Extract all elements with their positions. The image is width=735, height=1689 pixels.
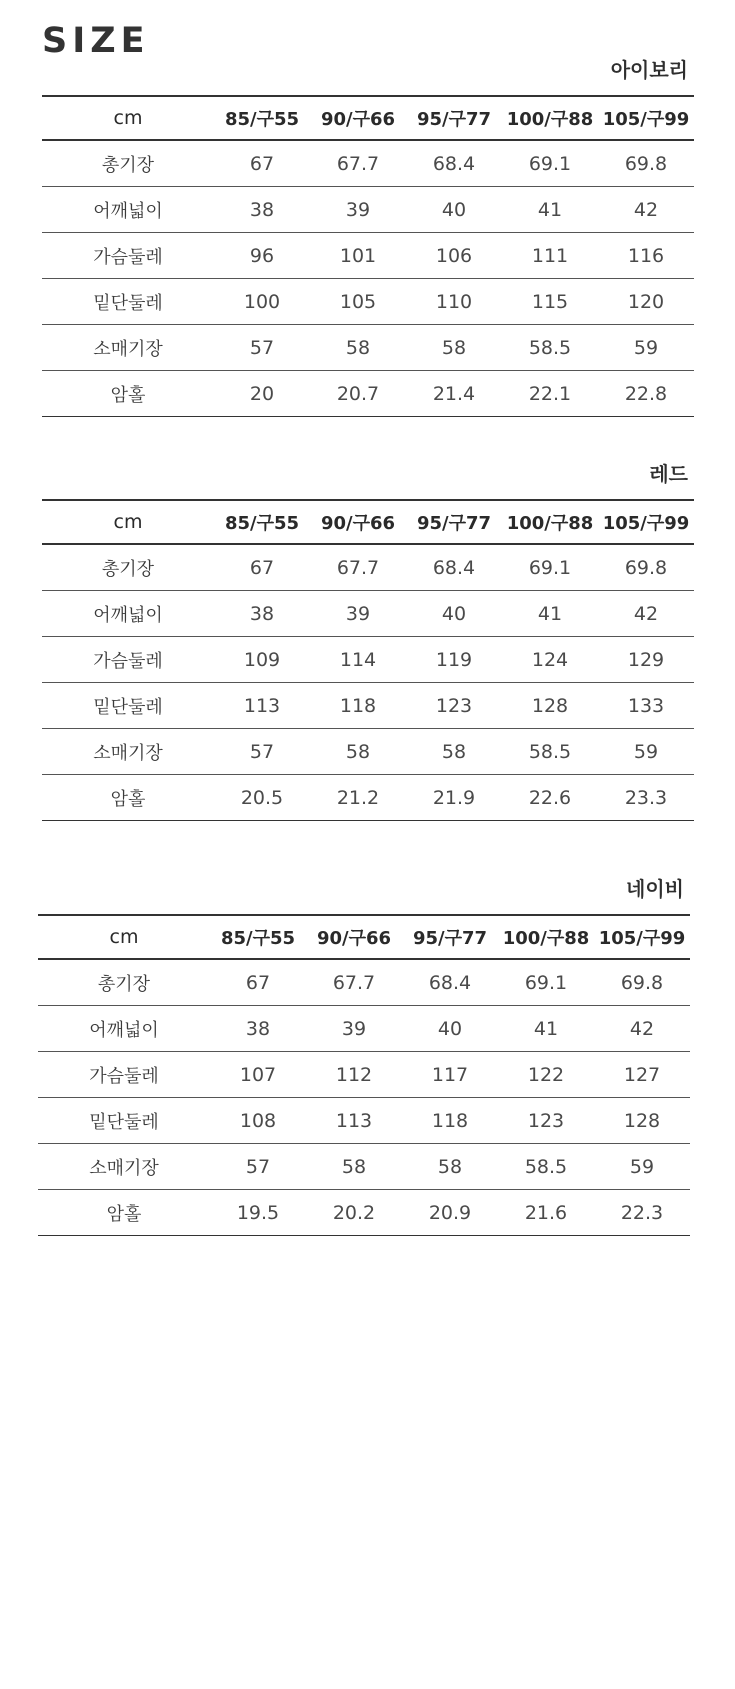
table-cell: 58	[341, 1155, 367, 1178]
measure-label: 총기장	[101, 558, 155, 580]
measure-label: 총기장	[101, 154, 155, 176]
table-cell: 110	[435, 290, 473, 313]
table-row	[42, 544, 694, 591]
table-cell: 118	[431, 1109, 469, 1132]
size-section-navy	[38, 874, 686, 1236]
table-cell: 123	[435, 694, 473, 717]
size-header: 100/구88	[502, 928, 590, 949]
table-cell: 69.1	[528, 556, 572, 579]
table-cell: 100	[243, 290, 281, 313]
table-cell: 68.4	[432, 556, 476, 579]
size-table	[38, 914, 690, 1236]
measure-label: 암홀	[110, 788, 146, 810]
measure-label: 밑단둘레	[89, 1111, 159, 1133]
table-cell: 40	[437, 1017, 463, 1040]
measure-label: 가슴둘레	[93, 650, 163, 672]
table-cell: 19.5	[236, 1201, 280, 1224]
table-row	[38, 1052, 690, 1098]
table-cell: 38	[249, 602, 275, 625]
size-section-red	[42, 459, 690, 821]
table-cell: 111	[531, 244, 569, 267]
table-cell: 113	[243, 694, 281, 717]
table-cell: 41	[533, 1017, 559, 1040]
size-header: 105/구99	[598, 928, 686, 949]
table-cell: 38	[249, 198, 275, 221]
table-cell: 22.6	[528, 786, 572, 809]
table-cell: 67	[249, 152, 275, 175]
table-cell: 123	[527, 1109, 565, 1132]
table-cell: 69.8	[624, 152, 668, 175]
table-cell: 67	[245, 971, 271, 994]
color-label: 아이보리	[610, 58, 688, 82]
size-header: 90/구66	[320, 109, 396, 130]
table-cell: 133	[627, 694, 665, 717]
table-cell: 117	[431, 1063, 469, 1086]
table-cell: 69.8	[624, 556, 668, 579]
table-cell: 128	[623, 1109, 661, 1132]
size-header: 100/구88	[506, 513, 594, 534]
table-cell: 21.9	[432, 786, 476, 809]
table-cell: 20.9	[428, 1201, 472, 1224]
size-section-ivory	[42, 55, 690, 417]
table-cell: 101	[339, 244, 377, 267]
table-cell: 22.3	[620, 1201, 664, 1224]
table-cell: 112	[335, 1063, 373, 1086]
measure-label: 소매기장	[89, 1157, 159, 1179]
table-row	[38, 1098, 690, 1144]
table-row	[42, 729, 694, 775]
table-cell: 127	[623, 1063, 661, 1086]
unit-header: cm	[113, 511, 143, 533]
table-cell: 58.5	[528, 740, 572, 763]
table-cell: 41	[537, 602, 563, 625]
table-cell: 39	[345, 198, 371, 221]
table-cell: 122	[527, 1063, 565, 1086]
table-cell: 40	[441, 198, 467, 221]
table-cell: 68.4	[428, 971, 472, 994]
size-header: 105/구99	[602, 513, 690, 534]
table-cell: 42	[633, 198, 659, 221]
size-header: 95/구77	[412, 928, 488, 949]
table-cell: 118	[339, 694, 377, 717]
table-row	[38, 959, 690, 1006]
measure-label: 가슴둘레	[89, 1065, 159, 1087]
size-header: 95/구77	[416, 109, 492, 130]
table-row	[42, 140, 694, 187]
table-cell: 59	[633, 336, 659, 359]
size-header: 95/구77	[416, 513, 492, 534]
color-label: 네이비	[626, 877, 684, 901]
table-row	[38, 1006, 690, 1052]
table-cell: 124	[531, 648, 569, 671]
size-header: 90/구66	[316, 928, 392, 949]
table-cell: 67.7	[336, 556, 380, 579]
measure-label: 밑단둘레	[93, 696, 163, 718]
table-cell: 115	[531, 290, 569, 313]
table-cell: 69.1	[528, 152, 572, 175]
measure-label: 암홀	[106, 1203, 142, 1225]
table-cell: 22.1	[528, 382, 572, 405]
table-cell: 106	[435, 244, 473, 267]
size-header: 85/구55	[224, 109, 300, 130]
table-cell: 67.7	[332, 971, 376, 994]
table-cell: 40	[441, 602, 467, 625]
table-cell: 58	[345, 336, 371, 359]
table-cell: 105	[339, 290, 377, 313]
table-cell: 41	[537, 198, 563, 221]
page-title: SIZE	[42, 21, 150, 61]
table-row	[42, 279, 694, 325]
table-cell: 58	[441, 336, 467, 359]
measure-label: 소매기장	[93, 338, 163, 360]
color-label: 레드	[649, 462, 688, 486]
table-cell: 119	[435, 648, 473, 671]
size-header: 100/구88	[506, 109, 594, 130]
table-cell: 116	[627, 244, 665, 267]
table-row	[42, 233, 694, 279]
measure-label: 어깨넓이	[89, 1019, 159, 1041]
measure-label: 암홀	[110, 384, 146, 406]
table-cell: 39	[345, 602, 371, 625]
measure-label: 총기장	[97, 973, 151, 995]
table-header-row	[42, 96, 694, 140]
table-cell: 109	[243, 648, 281, 671]
table-cell: 114	[339, 648, 377, 671]
table-cell: 108	[239, 1109, 277, 1132]
size-header: 85/구55	[224, 513, 300, 534]
table-cell: 59	[629, 1155, 655, 1178]
table-row	[42, 591, 694, 637]
table-cell: 20	[249, 382, 275, 405]
table-cell: 57	[249, 336, 275, 359]
size-table	[42, 95, 694, 417]
table-cell: 20.7	[336, 382, 380, 405]
unit-header: cm	[113, 107, 143, 129]
measure-label: 어깨넓이	[93, 200, 163, 222]
table-header-row	[38, 915, 690, 959]
unit-header: cm	[109, 926, 139, 948]
table-cell: 21.2	[336, 786, 380, 809]
table-cell: 96	[249, 244, 275, 267]
table-cell: 129	[627, 648, 665, 671]
table-row	[38, 1144, 690, 1190]
table-cell: 20.2	[332, 1201, 376, 1224]
table-cell: 107	[239, 1063, 277, 1086]
table-row	[42, 325, 694, 371]
table-cell: 58	[345, 740, 371, 763]
table-cell: 67.7	[336, 152, 380, 175]
table-row	[42, 775, 694, 821]
table-cell: 20.5	[240, 786, 284, 809]
size-header: 85/구55	[220, 928, 296, 949]
table-cell: 69.1	[524, 971, 568, 994]
measure-label: 소매기장	[93, 742, 163, 764]
table-header-row	[42, 500, 694, 544]
table-cell: 68.4	[432, 152, 476, 175]
table-cell: 58.5	[524, 1155, 568, 1178]
table-cell: 69.8	[620, 971, 664, 994]
table-cell: 39	[341, 1017, 367, 1040]
table-cell: 113	[335, 1109, 373, 1132]
table-cell: 42	[633, 602, 659, 625]
size-header: 90/구66	[320, 513, 396, 534]
table-cell: 22.8	[624, 382, 668, 405]
table-cell: 57	[245, 1155, 271, 1178]
table-row	[42, 637, 694, 683]
table-cell: 23.3	[624, 786, 668, 809]
measure-label: 어깨넓이	[93, 604, 163, 626]
table-cell: 120	[627, 290, 665, 313]
size-table	[42, 499, 694, 821]
size-header: 105/구99	[602, 109, 690, 130]
table-cell: 57	[249, 740, 275, 763]
table-cell: 21.6	[524, 1201, 568, 1224]
table-cell: 38	[245, 1017, 271, 1040]
table-cell: 42	[629, 1017, 655, 1040]
table-cell: 59	[633, 740, 659, 763]
measure-label: 밑단둘레	[93, 292, 163, 314]
table-row	[42, 187, 694, 233]
table-cell: 128	[531, 694, 569, 717]
table-cell: 58.5	[528, 336, 572, 359]
table-cell: 67	[249, 556, 275, 579]
table-cell: 58	[437, 1155, 463, 1178]
table-row	[38, 1190, 690, 1236]
table-row	[42, 683, 694, 729]
table-row	[42, 371, 694, 417]
measure-label: 가슴둘레	[93, 246, 163, 268]
table-cell: 21.4	[432, 382, 476, 405]
table-cell: 58	[441, 740, 467, 763]
